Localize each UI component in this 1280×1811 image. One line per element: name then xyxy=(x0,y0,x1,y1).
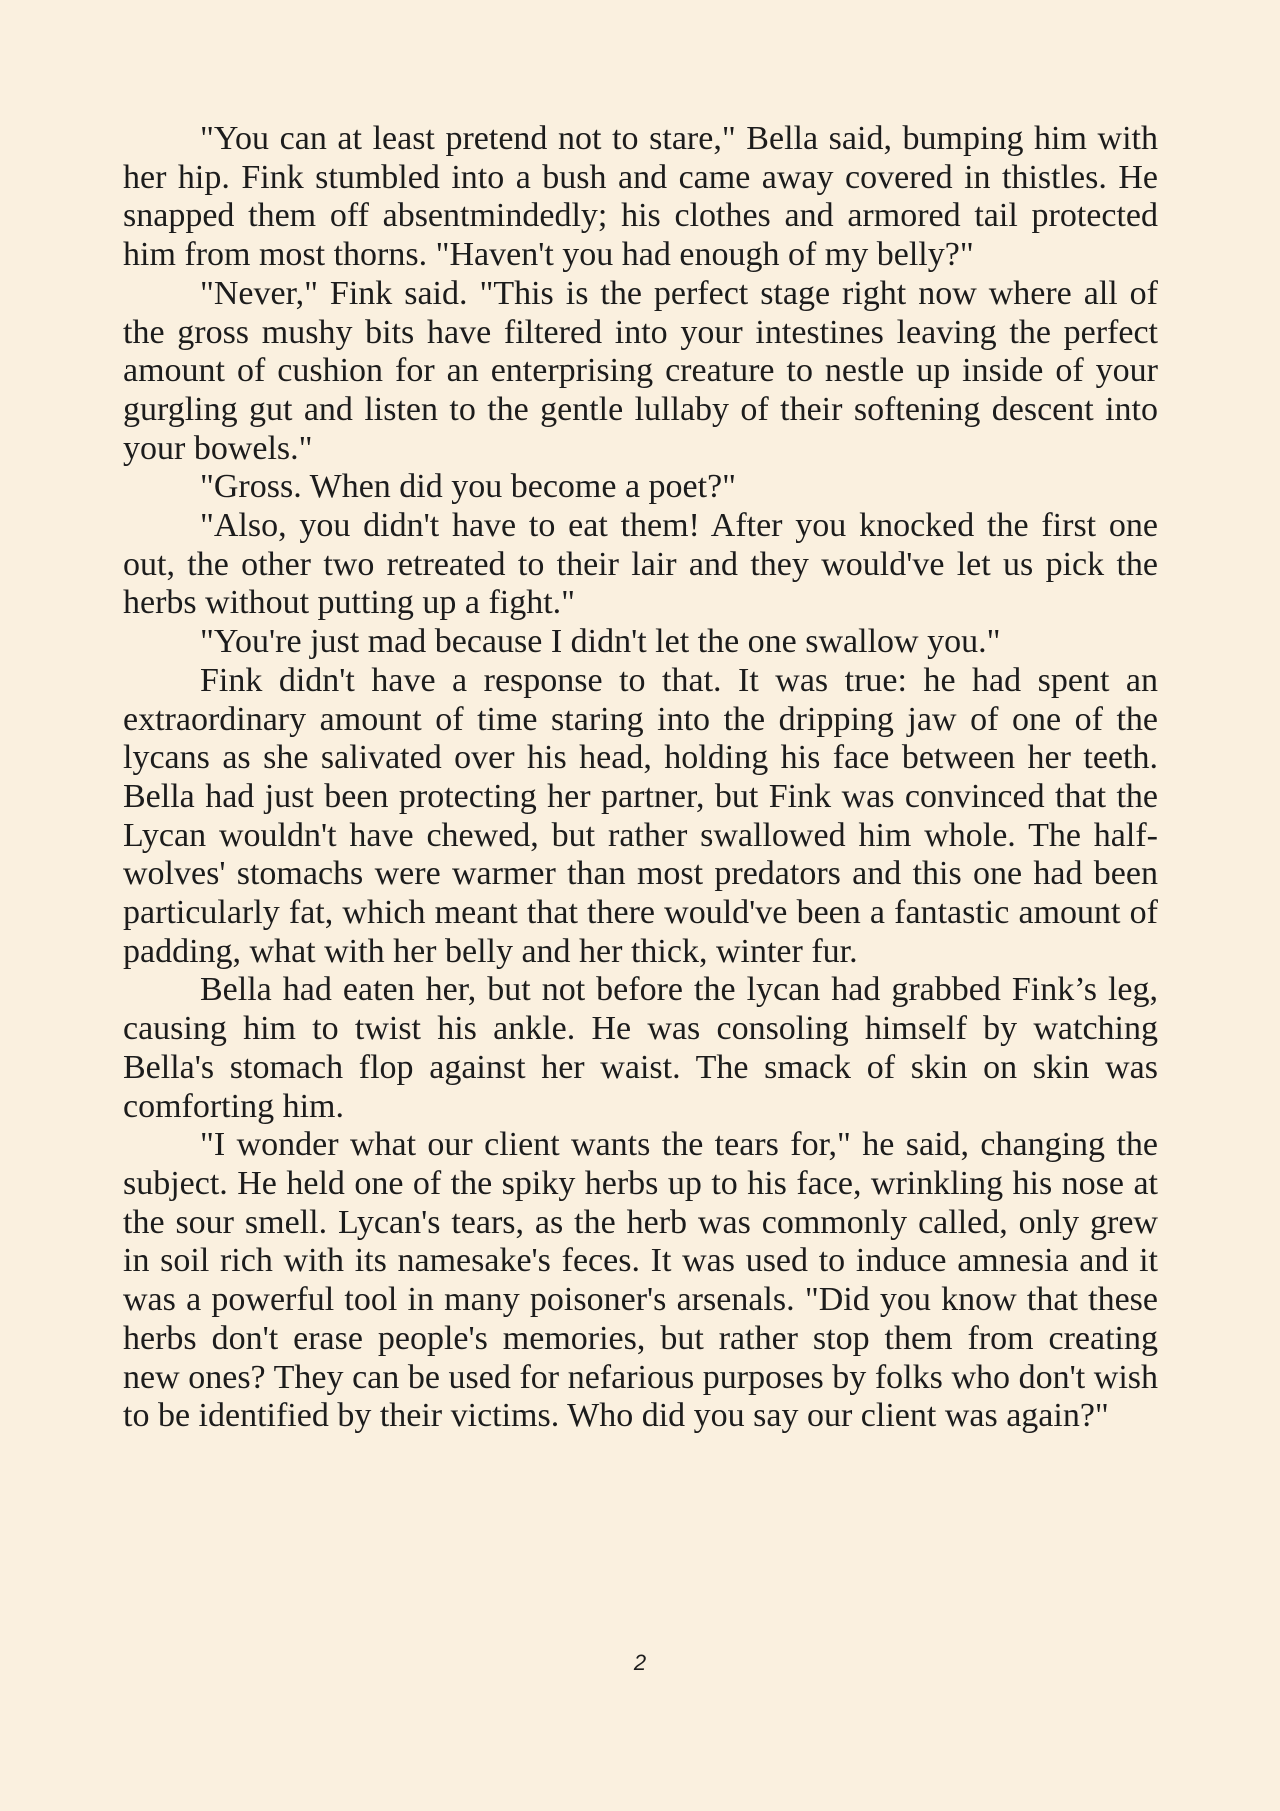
paragraph: Bella had eaten her, but not before the lycan had grabbed Fink’s leg, causing him to twist his ankle. He was consoling himself by watching Bella's stomach flop against her waist. The smack of skin on skin was comforting him. xyxy=(123,971,1158,1125)
paragraph: "You're just mad because I didn't let the one swallow you." xyxy=(200,623,1001,661)
paragraph: "Gross. When did you become a poet?" xyxy=(200,468,737,506)
paragraph: "I wonder what our client wants the tears for," he said, changing the subject. He held one of the spiky herbs up to his face, wrinkling his nose at the sour smell. Lycan's tears, as the herb was commonly called, only grew in soil rich with its namesake's feces. It was used to induce amnesia and it was a powerful tool in many poisoner's arsenals. "Did you know that these herbs don't erase people's memories, but rather stop them from creating new ones? They can be used for nefarious purposes by folks who don't wish to be identified by their victims. Who did you say our client was again?" xyxy=(123,1126,1158,1435)
paragraph: Fink didn't have a response to that. It was true: he had spent an extraordinary amount of time staring into the dripping jaw of one of the lycans as she salivated over his head, holding his face between her teeth. Bella had just been protecting her partner, but Fink was convinced that the Lycan wouldn't have chewed, but rather swallowed him whole. The half-wolves' stomachs were warmer than most predators and this one had been particularly fat, which meant that there would've been a fantastic amount of padding, what with her belly and her thick, winter fur. xyxy=(123,661,1158,970)
paragraph: "Never," Fink said. "This is the perfect stage right now where all of the gross mushy bits have filtered into your intestines leaving the perfect amount of cushion for an enterprising creature to nestle up inside of your gurgling gut and listen to the gentle lullaby of their softening descent into your bowels." xyxy=(123,274,1158,467)
body-text xyxy=(123,120,1158,1436)
paragraph: "Also, you didn't have to eat them! After you knocked the first one out, the other two retreated to their lair and they would've let us pick the herbs without putting up a fight." xyxy=(123,507,1158,622)
paragraph: "You can at least pretend not to stare," Bella said, bumping him with her hip. Fink stumbled into a bush and came away covered in thistles. He snapped them off absentmindedly; his clothes and armored tail protected him from most thorns. "Haven't you had enough of my belly?" xyxy=(123,120,1158,274)
page-number: 2 xyxy=(633,1650,647,1675)
